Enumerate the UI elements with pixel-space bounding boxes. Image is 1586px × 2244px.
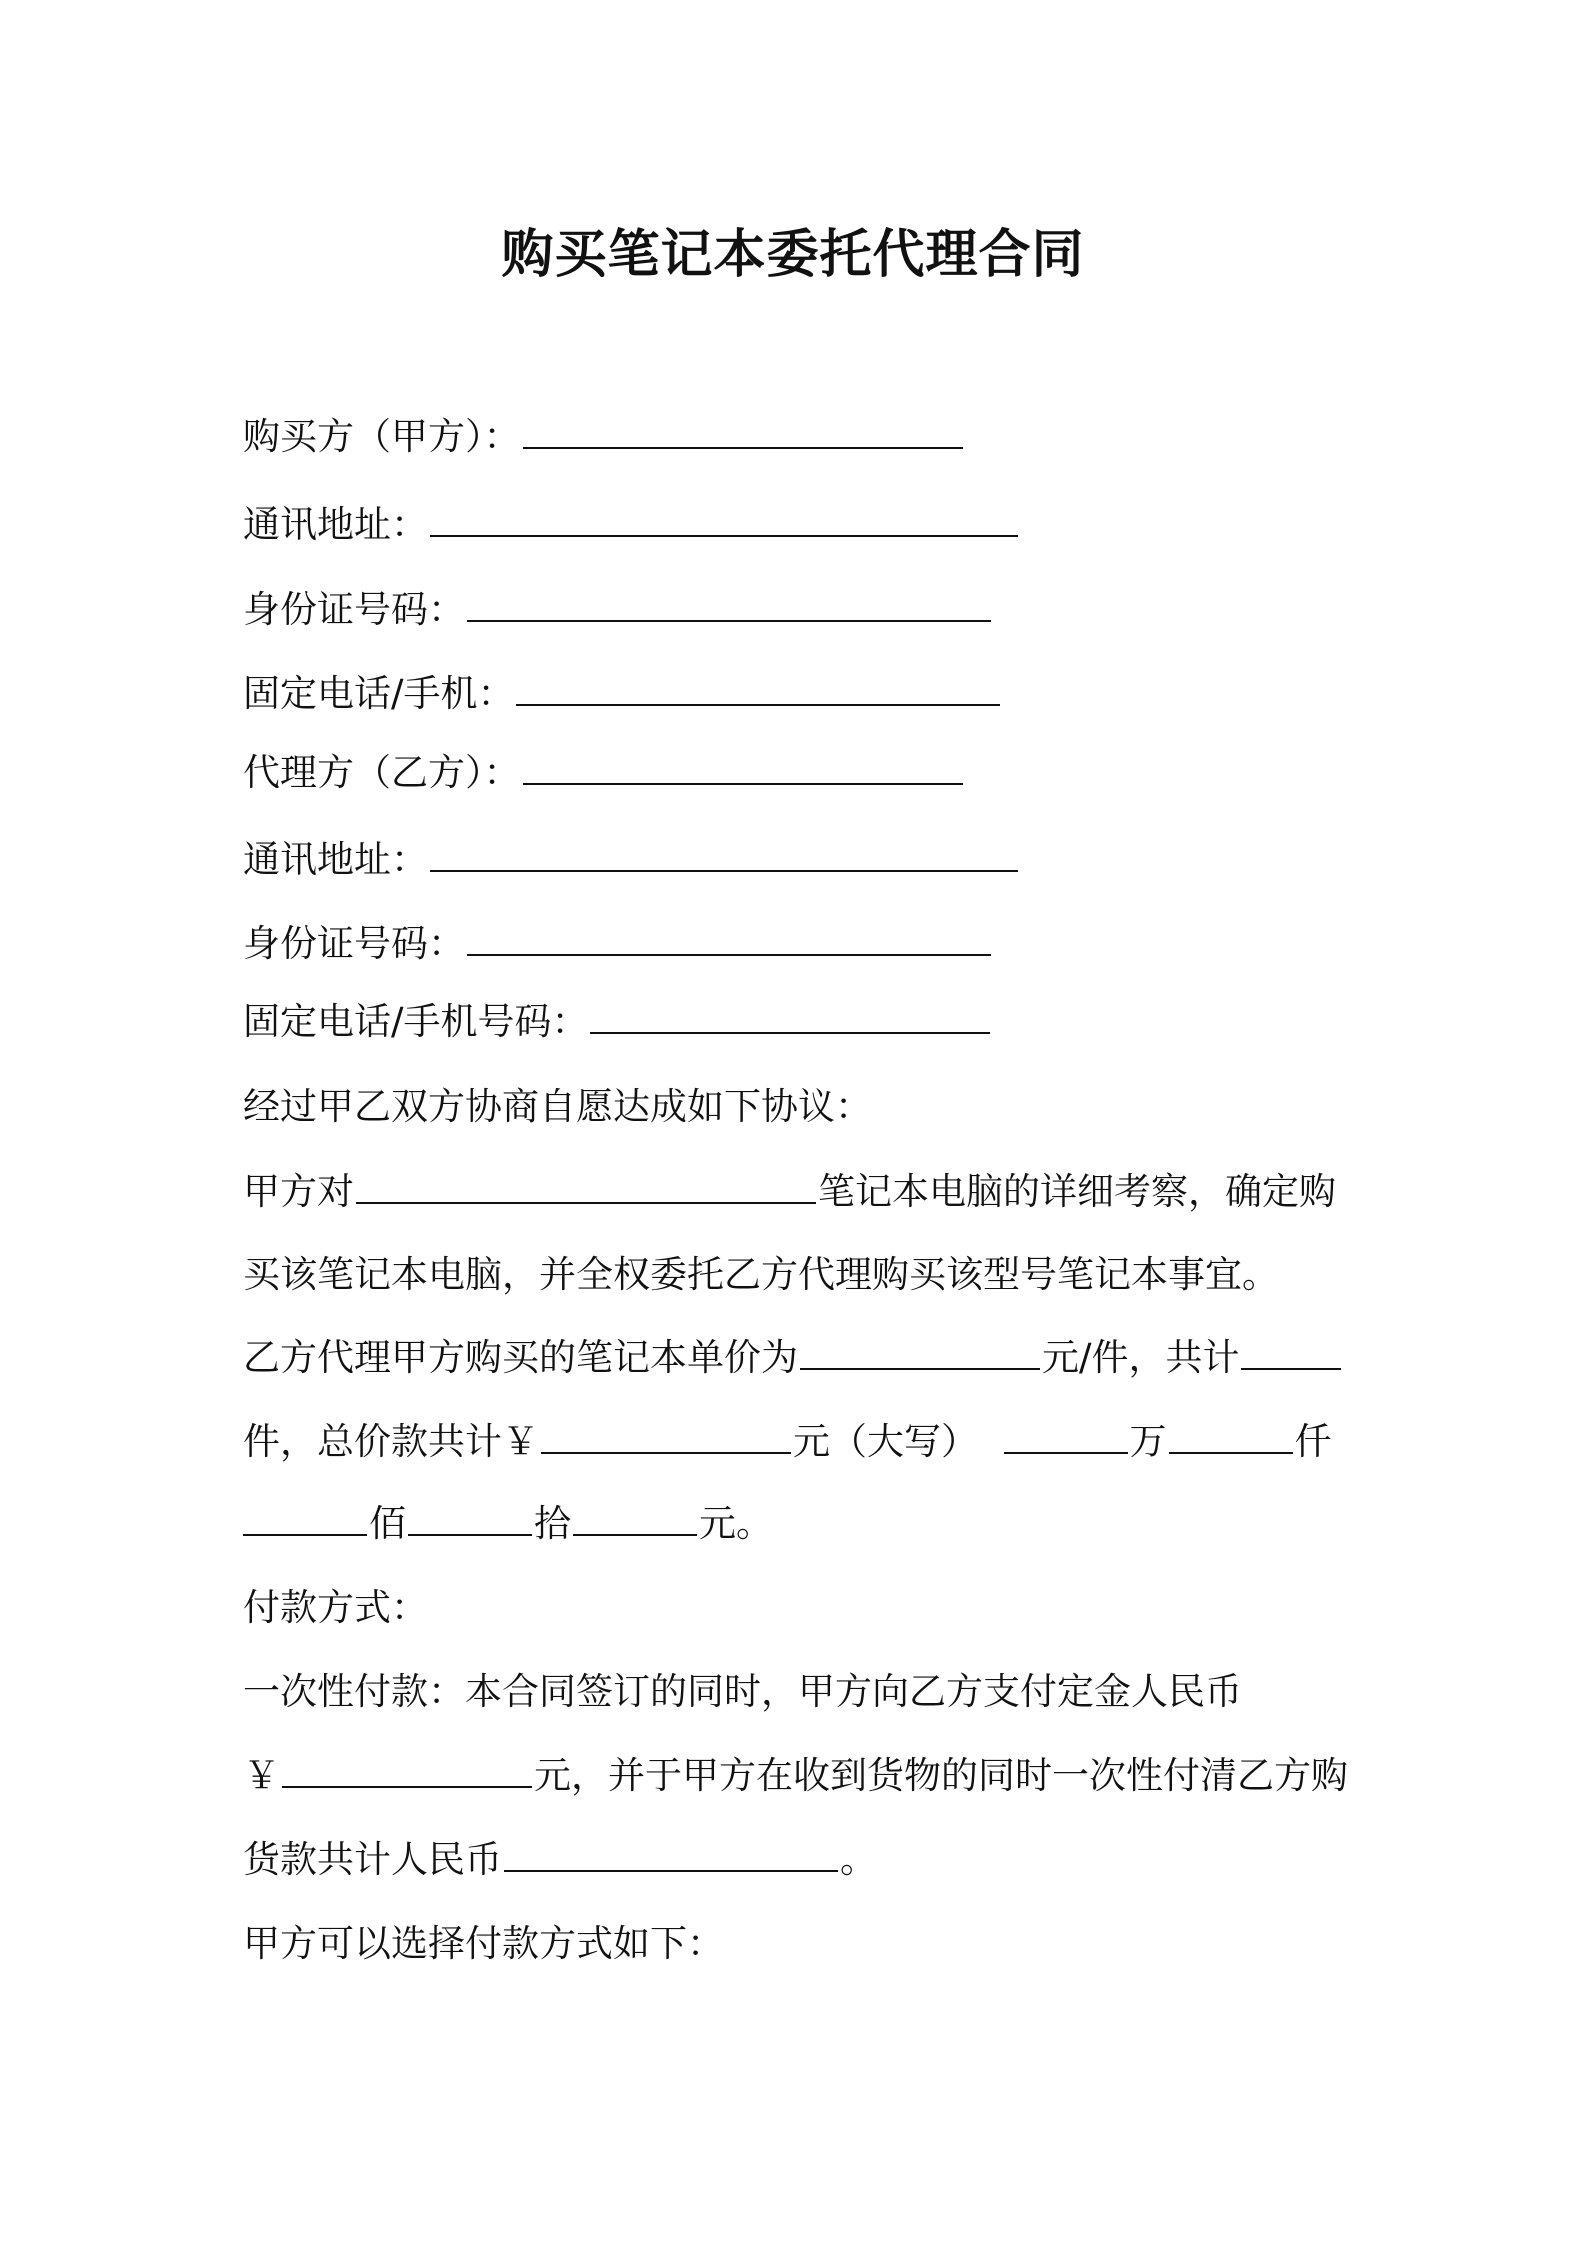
party-b-phone-line — [243, 1000, 992, 1044]
party-a-id-line — [243, 588, 993, 632]
party-b-address-line — [243, 838, 1020, 882]
clause1-line1 — [243, 1170, 1336, 1214]
party-b-name-blank — [523, 753, 963, 785]
qian-blank — [1169, 1422, 1293, 1454]
clause1-line2: 买该笔记本电脑，并全权委托乙方代理购买该型号笔记本事宜。 — [243, 1253, 1279, 1296]
shi-text: 拾 — [534, 1502, 571, 1545]
party-b-address-blank — [430, 840, 1018, 872]
unit-price-blank — [800, 1338, 1040, 1370]
party-a-name-blank — [523, 417, 963, 449]
payment-options-intro: 甲方可以选择付款方式如下： — [243, 1922, 724, 1965]
total-yuan-text: 元（大写） — [793, 1420, 978, 1463]
agreement-intro: 经过甲乙双方协商自愿达成如下协议： — [243, 1085, 872, 1128]
party-a-phone-line — [243, 672, 1002, 716]
wan-blank — [1004, 1422, 1128, 1454]
party-b-id-label: 身份证号码： — [243, 922, 465, 965]
unit-price-prefix: 乙方代理甲方购买的笔记本单价为 — [243, 1336, 798, 1379]
shi-blank — [408, 1504, 532, 1536]
party-a-id-blank — [467, 590, 991, 622]
yuan-blank — [573, 1504, 697, 1536]
party-b-name-label: 代理方（乙方）： — [243, 751, 521, 794]
clause2-line2 — [243, 1420, 1332, 1464]
total-rmb-blank — [504, 1840, 838, 1872]
laptop-model-blank — [356, 1172, 816, 1204]
party-a-id-label: 身份证号码： — [243, 588, 465, 631]
clause1-suffix: 笔记本电脑的详细考察，确定购 — [818, 1170, 1336, 1213]
quantity-blank — [1241, 1338, 1341, 1370]
payment-line3 — [243, 1838, 877, 1882]
party-b-id-blank — [467, 924, 991, 956]
clause2-line1 — [243, 1336, 1343, 1380]
party-a-name-line — [243, 415, 965, 459]
party-b-name-line — [243, 751, 965, 795]
payment-line2 — [243, 1754, 1348, 1798]
party-a-address-line — [243, 503, 1020, 547]
clause2-line3 — [243, 1502, 773, 1546]
payment-line3-prefix: 货款共计人民币 — [243, 1838, 502, 1881]
clause1-prefix: 甲方对 — [243, 1170, 354, 1213]
party-a-address-label: 通讯地址： — [243, 503, 428, 546]
party-b-id-line — [243, 922, 993, 966]
document-title: 购买笔记本委托代理合同 — [501, 225, 1085, 285]
party-b-phone-blank — [590, 1002, 990, 1034]
unit-price-unit: 元/件，共计 — [1042, 1336, 1240, 1379]
party-a-name-label: 购买方（甲方）： — [243, 415, 521, 458]
party-b-address-label: 通讯地址： — [243, 838, 428, 881]
currency-symbol: ￥ — [243, 1754, 280, 1797]
total-price-blank — [541, 1422, 791, 1454]
payment-line1: 一次性付款：本合同签订的同时，甲方向乙方支付定金人民币 — [243, 1670, 1242, 1713]
party-a-phone-blank — [516, 674, 1000, 706]
party-b-phone-label: 固定电话/手机号码： — [243, 1000, 589, 1043]
payment-heading: 付款方式： — [243, 1586, 428, 1629]
payment-line2-suffix: 元，并于甲方在收到货物的同时一次性付清乙方购 — [534, 1754, 1348, 1797]
yuan-end-text: 元。 — [699, 1502, 773, 1545]
payment-line3-suffix: 。 — [840, 1838, 877, 1881]
bai-blank — [243, 1504, 367, 1536]
party-a-address-blank — [430, 505, 1018, 537]
party-a-phone-label: 固定电话/手机： — [243, 672, 515, 715]
wan-text: 万 — [1129, 1420, 1167, 1463]
qty-unit-text: 件，总价款共计￥ — [243, 1420, 539, 1463]
deposit-blank — [282, 1756, 532, 1788]
qian-text: 仟 — [1294, 1420, 1332, 1463]
bai-text: 佰 — [369, 1502, 406, 1545]
